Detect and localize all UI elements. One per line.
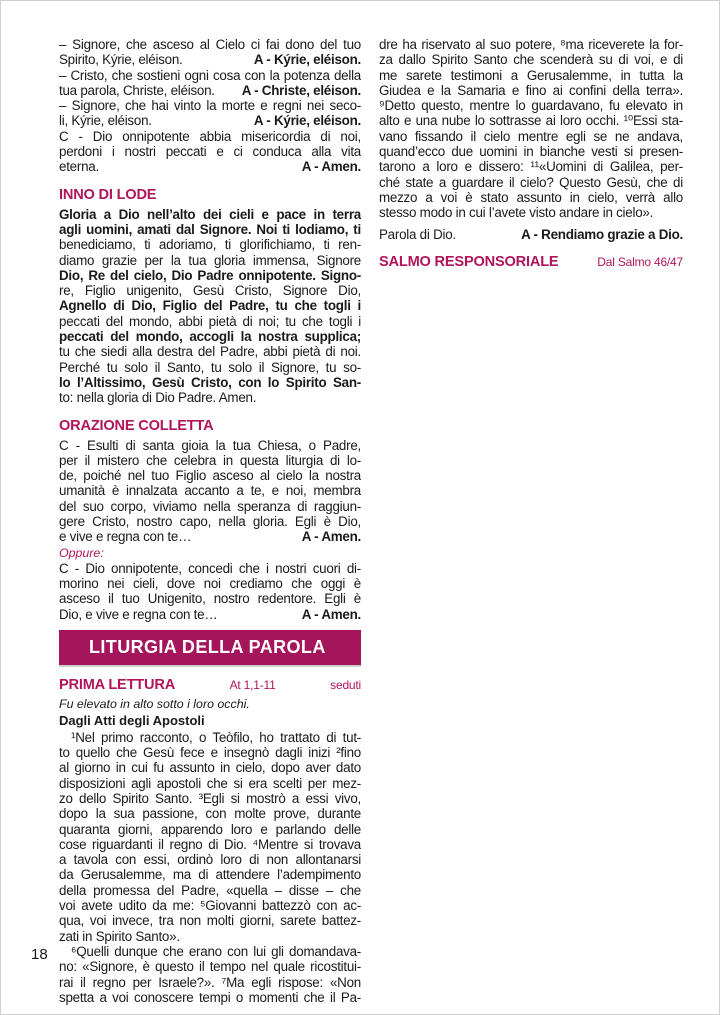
text-line: re, Figlio unigenito, Gesù Cristo, Signore Dio, — [59, 283, 361, 299]
text-line: mezzo a voi è stato assunto in cielo, verrà allo — [379, 189, 683, 205]
text-line: Agnello di Dio, Figlio del Padre, tu che togli i — [59, 298, 361, 314]
prima-lettura-header — [59, 677, 361, 693]
text-line: diamo grazie per la tua gloria immensa, Signore — [59, 252, 361, 268]
text-line: to quello che Gesù fece e insegnò dagli inizi ²fino — [59, 745, 361, 761]
parola-di-dio: Parola di Dio. — [379, 226, 456, 242]
text-line: disposizioni agli apostoli che si era scelti per mez- — [59, 775, 361, 791]
text-line: peccati del mondo, accogli la nostra supplica; — [59, 329, 361, 345]
text-line: Dio, e vive e regna con te… — [59, 606, 218, 622]
text-line: per il mistero che celebra in questa liturgia di lo- — [59, 452, 361, 468]
text-line: tarono a loro e dissero: ¹¹«Uomini di Galilea, per- — [379, 159, 683, 175]
text-line: da Gerusalemme, ma di attendere l’adempimento — [59, 867, 361, 883]
reading-subtitle: Fu elevato in alto sotto i loro occhi. — [59, 696, 250, 711]
text-line: ¹Nel primo racconto, o Teòfilo, ho trattato di tut- — [71, 729, 361, 745]
reading-continuation — [379, 37, 683, 221]
colletta-alt-text — [59, 561, 361, 622]
section-banner: LITURGIA DELLA PAROLA — [59, 630, 361, 667]
assembly-response: A - Rendiamo grazie a Dio. — [521, 226, 683, 242]
text-line: ⁹Detto questo, mentre lo guardavano, fu elevato in — [379, 98, 683, 114]
assembly-response: A - Kýrie, eléison. — [253, 113, 361, 129]
text-line: li, Kýrie, eléison. — [59, 113, 152, 129]
text-line: della promessa del Padre, «quella – disse – che — [59, 882, 361, 898]
text-line: – Signore, che hai vinto la morte e regni nei seco- — [59, 98, 361, 114]
text-line: tua parola, Christe, eléison. — [59, 82, 215, 98]
scripture-reference: At 1,1-11 — [229, 677, 276, 692]
text-line: me sarete testimoni a Gerusalemme, in tutta la — [379, 67, 683, 83]
text-line: cose riguardanti il regno di Dio. ⁴Mentre si trovava — [59, 836, 361, 852]
text-line: voi avete udito da me: ⁵Giovanni battezzò con ac- — [59, 898, 361, 914]
assembly-response: A - Christe, eléison. — [241, 82, 361, 98]
assembly-response: A - Amen. — [301, 159, 361, 175]
oppure-label: Oppure: — [59, 545, 104, 560]
text-line: tu che siedi alla destra del Padre, abbi pietà di noi. — [59, 344, 361, 360]
text-line: spetta a voi conoscere tempi o momenti che il Pa- — [59, 989, 361, 1005]
text-line: C - Esulti di santa gioia la tua Chiesa, o Padre, — [59, 437, 361, 453]
text-line: za dallo Spirito Santo che scenderà su di voi, e di — [379, 52, 683, 68]
left-column — [59, 37, 361, 1005]
gloria-text — [59, 207, 361, 406]
text-line: dre ha riservato al suo potere, ⁸ma riceverete la for- — [379, 37, 683, 52]
text-line: ⁶Quelli dunque che erano con lui gli domandava- — [71, 943, 361, 959]
text-line: ché state a guardare il cielo? Questo Gesù, che di — [379, 174, 683, 190]
text-line: Gloria a Dio nell’alto dei cieli e pace in terra — [59, 206, 361, 222]
prima-lettura-title: PRIMA LETTURA — [59, 676, 176, 693]
text-line: a tavola con essi, ordinò loro di non allontanarsi — [59, 852, 361, 868]
colletta-heading: ORAZIONE COLLETTA — [59, 417, 214, 434]
text-line: Dio, Re del cielo, Dio Padre onnipotente. Signo- — [59, 267, 361, 283]
posture-label: seduti — [330, 677, 361, 692]
text-line: Perché tu solo il Santo, tu solo il Signore, tu so- — [59, 359, 361, 375]
text-line: quaranta giorni, apparendo loro e parlando delle — [59, 821, 361, 837]
text-line: eterna. — [59, 159, 99, 175]
reading-book: Dagli Atti degli Apostoli — [59, 712, 205, 728]
parola-line — [379, 227, 683, 242]
text-line: – Cristo, che sostieni ogni cosa con la potenza della — [59, 67, 361, 83]
salmo-reference: Dal Salmo 46/47 — [597, 254, 683, 269]
text-line: rai il regno per Israele?». ⁷Ma egli rispose: «Non — [59, 974, 361, 990]
text-line: qua, voi invece, tra non molti giorni, sarete battez- — [59, 913, 361, 929]
text-line: Giudea e la Samaria e fino ai confini della terra». — [379, 82, 683, 98]
text-line: vano fissando il cielo mentre egli se ne andava, — [379, 128, 683, 144]
text-line: Spirito, Kýrie, eléison. — [59, 52, 183, 68]
text-line: zo dello Spirito Santo. ³Egli si mostrò a essi vivo, — [59, 790, 361, 806]
text-line: alto e una nube lo sottrasse ai loro occhi. ¹⁰Essi sta- — [379, 113, 683, 129]
assembly-response: A - Amen. — [301, 529, 361, 545]
text-line: to: nella gloria di Dio Padre. Amen. — [59, 390, 257, 406]
salmo-header — [379, 254, 683, 270]
assembly-response: A - Kýrie, eléison. — [253, 52, 361, 68]
text-line: umanità è innalzata accanto a te, e noi, membra — [59, 483, 361, 499]
page-number: 18 — [31, 946, 48, 963]
text-line: e vive e regna con te… — [59, 529, 192, 545]
text-line: dopo la sua passione, con molte prove, durante — [59, 806, 361, 822]
text-line: lo l’Altissimo, Gesù Cristo, con lo Spirito San- — [59, 374, 361, 390]
assembly-response: A - Amen. — [301, 606, 361, 622]
text-line: benediciamo, ti adoriamo, ti glorifichiamo, ti ren- — [59, 237, 361, 253]
text-line: quand’ecco due uomini in bianche vesti si presen- — [379, 144, 683, 160]
kyrie-invocations — [59, 37, 361, 175]
right-column — [379, 37, 683, 274]
inno-heading: INNO DI LODE — [59, 186, 157, 203]
text-line: al giorno in cui fu assunto in cielo, dopo aver dato — [59, 760, 361, 776]
text-line: agli uomini, amati dal Signore. Noi ti lodiamo, ti — [59, 221, 361, 237]
text-line: de, poiché nel tuo Figlio asceso al cielo la nostra — [59, 468, 361, 484]
text-line: gere Cristo, nostro capo, nella gloria. Egli è Dio, — [59, 514, 361, 530]
text-line: morino nei cieli, dove noi crediamo che oggi è — [59, 575, 361, 591]
text-line: perdoni i nostri peccati e ci conduca alla vita — [59, 144, 361, 160]
text-line: asceso il tuo Unigenito, nostro redentore. Egli è — [59, 591, 361, 607]
colletta-text — [59, 438, 361, 545]
text-line: C - Dio onnipotente, concedi che i nostri cuori di- — [59, 560, 361, 576]
text-line: – Signore, che asceso al Cielo ci fai dono del tuo — [59, 37, 361, 52]
text-line: del suo corpo, viviamo nella speranza di raggiun- — [59, 498, 361, 514]
text-line: C - Dio onnipotente abbia misericordia di noi, — [59, 128, 361, 144]
salmo-title: SALMO RESPONSORIALE — [379, 253, 559, 270]
reading-text — [59, 730, 361, 1005]
text-line: stesso modo in cui l’avete visto andare in cielo». — [379, 205, 654, 221]
text-line: zati in Spirito Santo». — [59, 928, 180, 944]
text-line: peccati del mondo, abbi pietà di noi; tu che togli i — [59, 313, 361, 329]
text-line: no: «Signore, è questo il tempo nel quale ricostitui- — [59, 959, 361, 975]
